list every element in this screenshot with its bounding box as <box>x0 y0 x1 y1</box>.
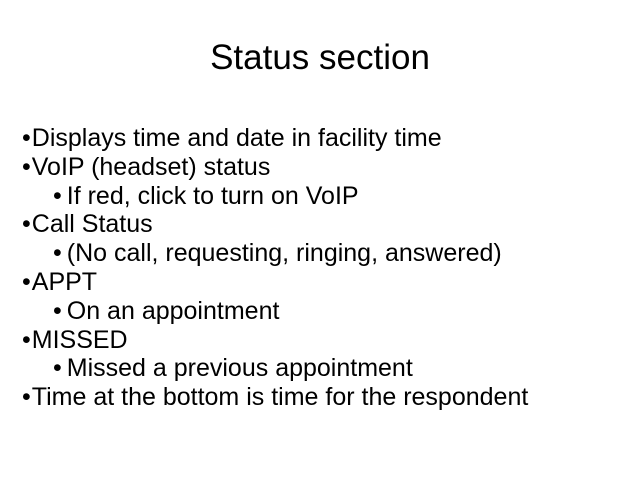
bullet-item-level2 <box>53 239 528 268</box>
bullet-item-level1 <box>22 326 528 355</box>
slide-title: Status section <box>210 38 430 77</box>
bullet-marker: • <box>22 325 31 354</box>
bullet-marker: • <box>53 296 62 325</box>
bullet-item-level2 <box>53 182 528 211</box>
bullet-marker: • <box>53 354 62 383</box>
bullet-text: APPT <box>31 267 98 296</box>
bullet-text: Missed a previous appointment <box>66 354 413 383</box>
bullet-text: Time at the bottom is time for the respondent <box>31 383 529 412</box>
bullet-marker: • <box>22 267 31 296</box>
bullet-item-level2 <box>53 354 528 383</box>
bullet-item-level1 <box>22 153 528 182</box>
bullet-item-level2 <box>53 297 528 326</box>
bullet-marker: • <box>53 181 62 210</box>
bullet-item-level1 <box>22 268 528 297</box>
bullet-marker: • <box>22 383 31 412</box>
bullet-text: On an appointment <box>66 296 280 325</box>
bullet-text: If red, click to turn on VoIP <box>66 181 359 210</box>
bullet-marker: • <box>22 210 31 239</box>
bullet-item-level1 <box>22 124 528 153</box>
bullet-marker: • <box>53 239 62 268</box>
bullet-list <box>22 124 528 412</box>
bullet-marker: • <box>22 124 31 152</box>
bullet-text: Call Status <box>31 210 153 239</box>
bullet-text: MISSED <box>31 325 128 354</box>
bullet-text: VoIP (headset) status <box>31 152 271 181</box>
bullet-text: (No call, requesting, ringing, answered) <box>66 239 502 268</box>
bullet-text: Displays time and date in facility time <box>31 124 442 152</box>
bullet-item-level1 <box>22 210 528 239</box>
bullet-item-level1 <box>22 383 528 412</box>
bullet-marker: • <box>22 152 31 181</box>
